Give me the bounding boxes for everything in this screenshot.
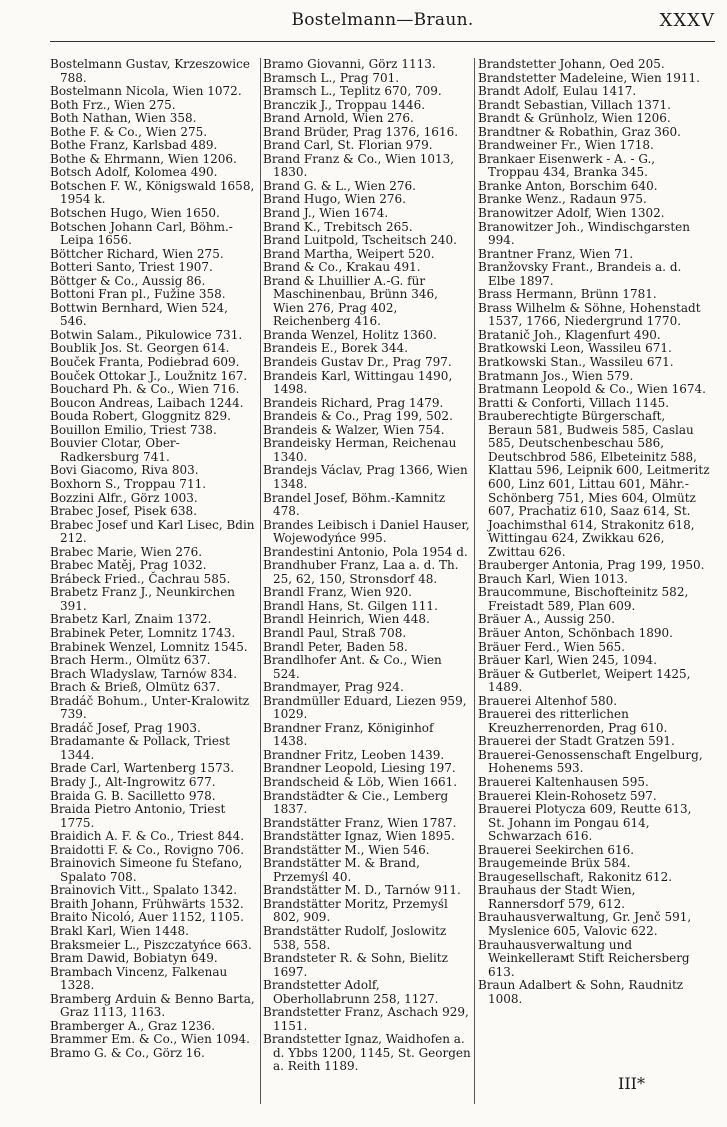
directory-entry: Boxhorn S., Troppau 711.	[50, 476, 207, 491]
column-2	[263, 58, 471, 1074]
directory-entry: Bradáč Josef, Prag 1903.	[50, 720, 201, 735]
directory-entry: Bratti & Conforti, Villach 1145.	[478, 395, 670, 410]
directory-entry: Brandstätter M. D., Tarnów 911.	[263, 883, 461, 898]
directory-entry: Branke Wenz., Radaun 975.	[478, 192, 647, 207]
directory-entry: Brandestini Antonio, Pola 1954 d.	[263, 544, 468, 559]
directory-entry: Brandhuber Franz, Laa a. d. Th. 25, 62, 150, Stronsdorf 48.	[263, 558, 459, 586]
directory-entry: Brandl Paul, Straß 708.	[263, 625, 407, 640]
directory-entry: Brabinek Peter, Lomnitz 1743.	[50, 625, 236, 640]
directory-entry: Böttcher Richard, Wien 275.	[50, 246, 224, 261]
directory-entry: Branczik J., Troppau 1446.	[263, 97, 426, 112]
directory-entry: Brainovich Simeone fu Stefano, Spalato 708.	[50, 856, 243, 884]
directory-entry: Brainovich Vitt., Spalato 1342.	[50, 883, 238, 898]
column-3	[478, 58, 710, 1006]
directory-entry: Brandweiner Fr., Wien 1718.	[478, 138, 654, 153]
directory-entry: Brandmayer, Prag 924.	[263, 680, 404, 695]
directory-entry: Bradamante & Pollack, Triest 1344.	[50, 734, 230, 762]
directory-entry: Botsch Adolf, Kolomea 490.	[50, 165, 218, 180]
directory-entry: Brábeck Fried., Čachrau 585.	[50, 571, 231, 586]
directory-entry: Brabetz Franz J., Neunkirchen 391.	[50, 585, 236, 613]
directory-entry: Botschen F. W., Königswald 1658, 1954 k.	[50, 178, 255, 207]
directory-entry: Bramo Giovanni, Görz 1113.	[263, 57, 436, 71]
directory-entry: Bratmann Jos., Wien 579.	[478, 368, 634, 383]
directory-entry: Brandeis Richard, Prag 1479.	[263, 395, 444, 410]
directory-entry: Brass Hermann, Brünn 1781.	[478, 287, 657, 302]
page-title: Bostelmann—Braun.	[291, 10, 474, 30]
directory-entry: Bramberg Arduin & Benno Barta, Graz 1113, 1163.	[50, 991, 255, 1020]
directory-entry: Braun Adalbert & Sohn, Raudnitz 1008.	[478, 978, 684, 1006]
directory-entry: Brauhausverwaltung, Gr. Jenč 591, Myslenice 605, Valovic 622.	[478, 910, 692, 938]
directory-entry: Bothe F. & Co., Wien 275.	[50, 124, 208, 139]
directory-entry: Brandt Sebastian, Villach 1371.	[478, 97, 671, 112]
directory-entry: Brandeis E., Borek 344.	[263, 341, 408, 356]
directory-entry: Brand & Co., Krakau 491.	[263, 260, 421, 275]
column-divider	[260, 58, 261, 1104]
directory-entry: Brakl Karl, Wien 1448.	[50, 924, 189, 938]
directory-entry: Brambach Vincenz, Falkenau 1328.	[50, 964, 228, 993]
directory-entry: Brandejs Václav, Prag 1366, Wien 1348.	[263, 463, 468, 491]
directory-entry: Brabec Matěj, Prag 1032.	[50, 558, 207, 573]
directory-entry: Brandstetter Adolf, Oberhollabrunn 258, 1127.	[263, 978, 439, 1006]
directory-entry: Brammer Em. & Co., Wien 1094.	[50, 1032, 250, 1047]
directory-entry: Brauerei Seekirchen 616.	[478, 842, 635, 857]
directory-entry: Brandner Franz, Königinhof 1438.	[263, 720, 434, 749]
directory-entry: Brandstetter Ignaz, Waidhofen a. d. Ybbs 1200, 1145, St. Georgen a. Reith 1189.	[263, 1032, 471, 1074]
directory-entry: Böttger & Co., Aussig 86.	[50, 273, 206, 288]
directory-entry: Bouchard Ph. & Co., Wien 716.	[50, 382, 240, 397]
directory-entry: Braito Nicoló, Auer 1152, 1105.	[50, 910, 244, 925]
directory-entry: Brand Hugo, Wien 276.	[263, 192, 406, 207]
directory-entry: Bostelmann Nicola, Wien 1072.	[50, 84, 242, 99]
directory-entry: Brandl Franz, Wien 920.	[263, 585, 412, 600]
directory-entry: Brauerei Kaltenhausen 595.	[478, 774, 649, 789]
directory-entry: Brandt Adolf, Eulau 1417.	[478, 84, 637, 99]
directory-entry: Bratmann Leopold & Co., Wien 1674.	[478, 382, 706, 397]
directory-entry: Brauerei Altenhof 580.	[478, 693, 618, 708]
directory-entry: Brauhaus der Stadt Wien, Rannersdorf 579, 612.	[478, 883, 636, 911]
directory-entry: Branowitzer Joh., Windischgarsten 994.	[478, 219, 690, 248]
directory-entry: Brabec Marie, Wien 276.	[50, 544, 203, 559]
directory-entry: Brandstätter M. & Brand, Przemyśl 40.	[263, 856, 420, 884]
directory-entry: Braucommune, Bischofteinitz 582, Freistadt 589, Plan 609.	[478, 585, 689, 613]
directory-entry: Bramsch L., Teplitz 670, 709.	[263, 84, 442, 99]
directory-entry: Bräuer Karl, Wien 245, 1094.	[478, 653, 657, 668]
directory-entry: Branke Anton, Borschim 640.	[478, 178, 658, 193]
directory-entry: Brauerei-Genossenschaft Engelburg, Hohenems 593.	[478, 747, 703, 776]
directory-entry: Brandstetter Johann, Oed 205.	[478, 57, 665, 71]
directory-entry: Brauberechtigte Bürgerschaft, Beraun 581, Budweis 585, Caslau 585, Deutschenbeschau 586, Deutschbrod 586, Elbeteinitz 588, Klattau 596, Leipnik 600, Leitmeritz 600, Linz 601, Littau 601, Mähr.-Schönberg 751, Mies 604, Olmütz 607, Prachatiz 610, Saaz 614, St. Joachimsthal 614, Strakonitz 618, Wittingau 624, Zwikkau 626, Zwittau 626.	[478, 409, 710, 559]
directory-entry: Boucon Andreas, Laibach 1244.	[50, 395, 244, 410]
directory-entry: Brandl Peter, Baden 58.	[263, 639, 408, 654]
directory-entry: Brandes Leibisch i Daniel Hauser, Wojewodyńce 995.	[263, 517, 470, 546]
directory-entry: Bratanič Joh., Klagenfurt 490.	[478, 327, 661, 342]
directory-entry: Bram Dawid, Bobiatyn 649.	[50, 951, 218, 966]
directory-entry: Brass Wilhelm & Söhne, Hohenstadt 1537, 1766, Niedergrund 1770.	[478, 300, 701, 329]
printer-signature: III*	[618, 1074, 645, 1093]
directory-entry: Brauhausverwaltung und Weinkellerамt Stift Reichersberg 613.	[478, 937, 690, 979]
directory-entry: Brand Franz & Co., Wien 1013, 1830.	[263, 151, 455, 180]
directory-entry: Bramo G. & Co., Görz 16.	[50, 1045, 205, 1060]
directory-entry: Bothe & Ehrmann, Wien 1206.	[50, 151, 237, 166]
directory-entry: Brand Carl, St. Florian 979.	[263, 138, 433, 153]
directory-entry: Brandeis Karl, Wittingau 1490, 1498.	[263, 368, 453, 397]
directory-entry: Brand Brüder, Prag 1376, 1616.	[263, 124, 459, 139]
directory-entry: Brandstätter Moritz, Przemyśl 802, 909.	[263, 896, 448, 925]
directory-entry: Branžovsky Frant., Brandeis a. d. Elbe 1897.	[478, 260, 682, 288]
directory-entry: Brandstetter Franz, Aschach 929, 1151.	[263, 1005, 469, 1033]
directory-entry: Brankaer Eisenwerk - A. - G., Troppau 434, Branka 345.	[478, 151, 656, 180]
directory-entry: Bratkowski Stan., Wassileu 671.	[478, 355, 674, 370]
directory-entry: Brabetz Karl, Znaim 1372.	[50, 612, 212, 627]
directory-entry: Brabinek Wenzel, Lomnitz 1545.	[50, 639, 248, 654]
directory-entry: Bradáč Bohum., Unter-Kralowitz 739.	[50, 693, 250, 722]
directory-entry: Brandeisky Herman, Reichenau 1340.	[263, 436, 457, 464]
directory-entry: Brandstätter M., Wien 546.	[263, 842, 430, 857]
directory-entry: Bothe Franz, Karlsbad 489.	[50, 138, 218, 153]
directory-entry: Braith Johann, Frühwärts 1532.	[50, 896, 244, 911]
directory-entry: Brand Luitpold, Tscheitsch 240.	[263, 233, 457, 248]
directory-entry: Braida G. B. Sacilletto 978.	[50, 788, 216, 803]
directory-entry: Brand K., Trebitsch 265.	[263, 219, 413, 234]
directory-entry: Brantner Franz, Wien 71.	[478, 246, 634, 261]
directory-entry: Brade Carl, Wartenberg 1573.	[50, 761, 235, 776]
page-header	[50, 10, 715, 38]
directory-entry: Brandner Fritz, Leoben 1439.	[263, 747, 445, 762]
directory-entry: Brandel Josef, Böhm.-Kamnitz 478.	[263, 490, 446, 519]
directory-entry: Braidotti F. & Co., Rovigno 706.	[50, 842, 245, 857]
directory-entry: Braksmeier L., Piszczatyńce 663.	[50, 937, 252, 952]
directory-entry: Brauch Karl, Wien 1013.	[478, 571, 628, 586]
directory-entry: Bouda Robert, Gloggnitz 829.	[50, 409, 231, 424]
directory-entry: Botwin Salam., Pikulowice 731.	[50, 327, 243, 342]
directory-entry: Brauberger Antonia, Prag 199, 1950.	[478, 558, 705, 573]
directory-entry: Bräuer Anton, Schönbach 1890.	[478, 625, 673, 640]
directory-entry: Brandlhofer Ant. & Co., Wien 524.	[263, 653, 442, 681]
directory-entry: Both Frz., Wien 275.	[50, 97, 176, 112]
directory-entry: Brach Wladyslaw, Tarnów 834.	[50, 666, 238, 681]
directory-entry: Brand Arnold, Wien 276.	[263, 111, 414, 126]
directory-entry: Braugemeinde Brüx 584.	[478, 856, 631, 871]
directory-entry: Brandeis & Walzer, Wien 754.	[263, 422, 445, 437]
directory-entry: Brach Herm., Olmütz 637.	[50, 653, 211, 668]
directory-entry: Branowitzer Adolf, Wien 1302.	[478, 206, 665, 221]
directory-entry: Brandsteter R. & Sohn, Bielitz 1697.	[263, 951, 448, 979]
directory-entry: Boublik Jos. St. Georgen 614.	[50, 341, 230, 356]
directory-entry: Bozzini Alfr., Görz 1003.	[50, 490, 198, 505]
directory-entry: Brandstätter Franz, Wien 1787.	[263, 815, 457, 830]
directory-entry: Brauerei Plotycza 609, Reutte 613, St. Johann im Pongau 614, Schwarzach 616.	[478, 802, 692, 844]
directory-entry: Brandt & Grünholz, Wien 1206.	[478, 111, 671, 126]
directory-entry: Brand Martha, Weipert 520.	[263, 246, 435, 261]
directory-entry: Bouček Ottokar J., Loužnitz 167.	[50, 368, 248, 383]
directory-entry: Brandmüller Eduard, Liezen 959, 1029.	[263, 693, 467, 722]
directory-entry: Brand & Lhuillier A.-G. für Maschinenbau, Brünn 346, Wien 276, Prag 402, Reichenberg 416.	[263, 273, 438, 329]
directory-entry: Braida Pietro Antonio, Triest 1775.	[50, 802, 226, 830]
directory-entry: Brandscheid & Löb, Wien 1661.	[263, 774, 458, 789]
directory-entry: Brand J., Wien 1674.	[263, 206, 389, 221]
directory-entry: Braugesellschaft, Rakonitz 612.	[478, 869, 673, 884]
directory-entry: Brandstädter & Cie., Lemberg 1837.	[263, 788, 449, 817]
directory-entry: Brandl Heinrich, Wien 448.	[263, 612, 430, 627]
directory-entry: Brauerei des ritterlichen Kreuzherrenorden, Prag 610.	[478, 707, 668, 735]
directory-entry: Brandstetter Madeleine, Wien 1911.	[478, 70, 700, 85]
directory-entry: Both Nathan, Wien 358.	[50, 111, 197, 126]
directory-entry: Brauerei der Stadt Gratzen 591.	[478, 734, 675, 749]
directory-entry: Bräuer & Gutberlet, Weipert 1425, 1489.	[478, 666, 691, 695]
directory-entry: Bottoni Fran pl., Fužine 358.	[50, 287, 226, 302]
directory-entry: Bramberger A., Graz 1236.	[50, 1018, 216, 1033]
directory-entry: Botschen Hugo, Wien 1650.	[50, 206, 220, 221]
directory-entry: Brandner Leopold, Liesing 197.	[263, 761, 456, 776]
directory-entry: Brandeis Gustav Dr., Prag 797.	[263, 355, 452, 370]
page-number: XXXV	[659, 10, 715, 31]
directory-entry: Botschen Johann Carl, Böhm.-Leipa 1656.	[50, 219, 233, 248]
directory-entry: Brandl Hans, St. Gilgen 111.	[263, 598, 438, 613]
directory-entry: Brandeis & Co., Prag 199, 502.	[263, 409, 453, 424]
directory-entry: Bouillon Emilio, Triest 738.	[50, 422, 217, 437]
directory-entry: Bottwin Bernhard, Wien 524, 546.	[50, 300, 228, 329]
directory-entry: Brabec Josef, Pisek 638.	[50, 504, 197, 519]
directory-entry: Bovi Giacomo, Riva 803.	[50, 463, 199, 478]
header-rule	[50, 41, 715, 42]
directory-entry: Bratkowski Leon, Wassileu 671.	[478, 341, 672, 356]
directory-entry: Brach & Brieß, Olmütz 637.	[50, 680, 221, 695]
directory-entry: Brandtner & Robathin, Graz 360.	[478, 124, 681, 139]
column-divider	[474, 58, 475, 1104]
directory-entry: Bostelmann Gustav, Krzeszowice 788.	[50, 57, 250, 85]
directory-entry: Brady J., Alt-Ingrowitz 677.	[50, 774, 216, 789]
directory-entry: Brandstätter Ignaz, Wien 1895.	[263, 829, 455, 844]
directory-entry: Brand G. & L., Wien 276.	[263, 178, 416, 193]
directory-entry: Bouvier Clotar, Ober-Radkersburg 741.	[50, 436, 180, 464]
directory-entry: Bouček Franta, Podiebrad 609.	[50, 355, 240, 370]
column-1	[50, 58, 258, 1060]
directory-entry: Brauerei Klein-Rohosetz 597.	[478, 788, 657, 803]
directory-entry: Botteri Santo, Triest 1907.	[50, 260, 213, 275]
directory-entry: Bramsch L., Prag 701.	[263, 70, 400, 85]
directory-entry: Brandstätter Rudolf, Joslowitz 538, 558.	[263, 924, 447, 952]
directory-entry: Bräuer A., Aussig 250.	[478, 612, 615, 627]
directory-entry: Branda Wenzel, Holitz 1360.	[263, 327, 437, 342]
directory-entry: Bräuer Ferd., Wien 565.	[478, 639, 626, 654]
directory-entry: Brabec Josef und Karl Lisec, Bdin 212.	[50, 517, 255, 546]
directory-entry: Braidich A. F. & Co., Triest 844.	[50, 829, 245, 844]
